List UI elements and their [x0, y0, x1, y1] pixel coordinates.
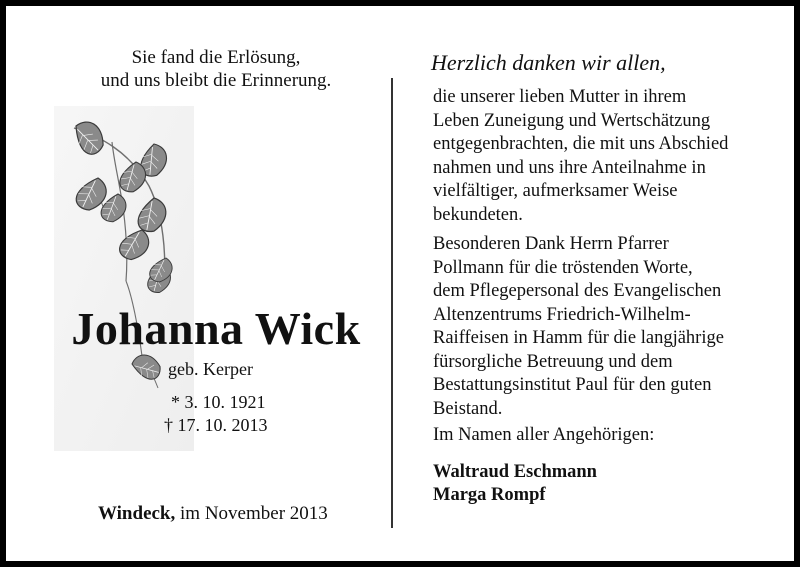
- paragraph-line: nahmen und uns ihre Anteilnahme in: [433, 157, 706, 178]
- signers: [433, 461, 597, 507]
- paragraph-line: Pollmann für die tröstenden Worte,: [433, 257, 693, 278]
- paragraph-line: vielfältiger, aufmerksamer Weise: [433, 181, 678, 201]
- deceased-name: Johanna Wick: [71, 303, 361, 354]
- paragraph-line: dem Pflegepersonal des Evangelischen: [433, 281, 722, 301]
- paragraph-line: entgegenbrachten, die mit uns Abschied: [433, 134, 729, 154]
- paragraph-line: Altenzentrums Friedrich-Wilhelm-: [433, 304, 691, 325]
- thanks-paragraph-1: [433, 86, 728, 227]
- closing-line: Im Namen aller Angehörigen:: [433, 425, 655, 445]
- column-divider: [391, 78, 393, 528]
- maiden-name: geb. Kerper: [168, 359, 253, 379]
- quote-line-1: Sie fand die Erlösung,: [131, 47, 301, 68]
- place-date: [98, 502, 328, 525]
- thanks-paragraph-2: [433, 233, 724, 421]
- death-date: † 17. 10. 2013: [164, 415, 268, 435]
- paragraph-line: Bestattungsinstitut Paul für den guten: [433, 375, 712, 395]
- paragraph-line: die unserer lieben Mutter in ihrem: [433, 87, 687, 107]
- paragraph-line: Leben Zuneigung und Wertschätzung: [433, 110, 711, 131]
- place-name: Windeck,: [98, 503, 176, 524]
- signer-name: Marga Rompf: [433, 485, 546, 505]
- date-text: im November 2013: [180, 503, 328, 524]
- paragraph-line: Besonderen Dank Herrn Pfarrer: [433, 234, 669, 254]
- memorial-quote: [66, 46, 366, 92]
- paragraph-line: fürsorgliche Betreuung und dem: [433, 351, 673, 372]
- birth-date: * 3. 10. 1921: [171, 392, 266, 412]
- paragraph-line: Raiffeisen in Hamm für die langjährige: [433, 328, 724, 348]
- signer-name: Waltraud Eschmann: [433, 462, 597, 482]
- quote-line-2: und uns bleibt die Erinnerung.: [100, 70, 332, 91]
- paragraph-line: Beistand.: [433, 398, 503, 419]
- paragraph-line: bekundeten.: [433, 204, 523, 225]
- thanks-heading: Herzlich danken wir allen,: [431, 50, 666, 75]
